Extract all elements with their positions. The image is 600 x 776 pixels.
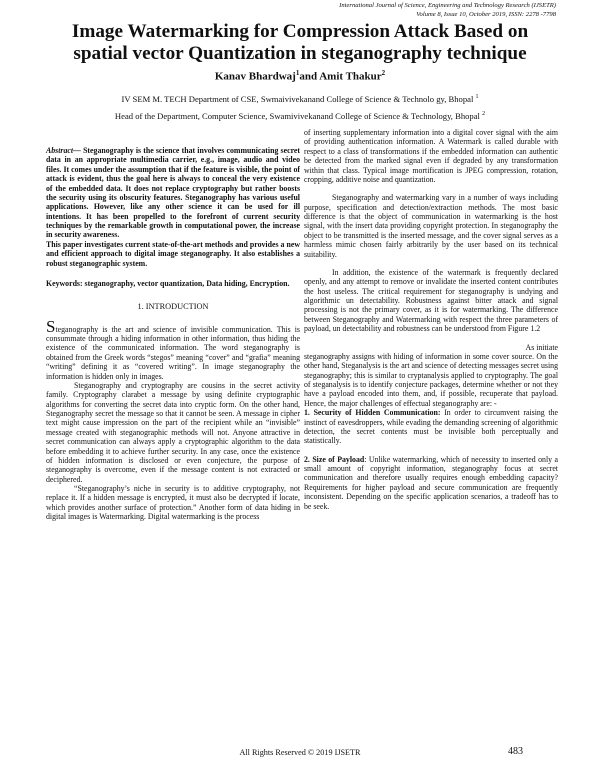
challenge-item-1-text: In order to circumvent raising the instinct of eavesdroppers, while evading the demanding screening of algorithmic detection, the secret contents must be invisible both perceptually and statistically. <box>304 408 558 446</box>
intro-paragraph-1-text: teganography is the art and science of invisible communication. This is consummate through a hiding information in other information, thus hiding the existence of the communicated information. The word steganography is obtained from the Greek words “stegos” meaning “cover” and “grafia” meaning “writing” defining it as “covered writing”. In image steganography the information is hidden only in images. <box>46 324 300 381</box>
right-paragraph-3: In addition, the existence of the watermark is frequently declared openly, and any attempt to remove or invalidate the inserted content contributes the host useless. The critical requirement for steganography is undying and algorithmic un detectability. Robustness against bitter attack and signal processing is not the primary cover, as it is for watermarking. The difference between Steganography and Watermarking with respect the three parameters of payload, un detectability and robustness can be understood from Figure 1.2 <box>304 267 558 334</box>
authors <box>20 66 580 84</box>
challenge-item-2-head: 2. Size of Payload <box>304 454 365 464</box>
intro-paragraph-2: Steganography and cryptography are cousins in the secret activity family. Cryptography clarabet a message by using definite cryptographic algorithms for converting the secret data into cryptic form. On the other hand, Steganography secret the message so that it cannot be seen. A message in cipher text might cause impression on the part of the recipient while an “invisible” message created with steganographic methods will not. Anyone attractive in secret communication can always apply a cryptographic algorithm to the data before embedding it to achieve further security. In any case, once the existence of hidden information is disclosed or even conjecture, the purpose of steganography is overcome, even if the message content is not extracted or deciphered. <box>46 380 300 484</box>
footer-copyright: All Rights Reserved © 2019 IJSETR <box>239 748 361 757</box>
section-heading-introduction: 1. INTRODUCTION <box>137 302 209 312</box>
affiliation-1-sup: 1 <box>475 94 479 100</box>
abstract-lead: Abstract— <box>46 146 81 155</box>
right-paragraph-2: Steganography and watermarking vary in a number of ways including purpose, specification and detection/extraction methods. The most basic difference is that the object of communication in watermarking is the host signal, with the insert data providing copyright protection. In steganography the object to be transmitted is the inserted message, and the cover signal serves as a harmless mimic chosen fairly arbitrarily by the user based on its technical suitability. <box>304 193 558 259</box>
abstract <box>46 146 300 240</box>
right-paragraph-4: steganography assigns with hiding of information in some cover source. On the other hand, Steganalysis is the art and science of detecting messages secret using steganography; this is similar to cryptanalysis applied to cryptography. The goal of steganalysis is to identify conjecture packages, determine whether or not they have a payload encoded into them, and, if possible, recuperate that payload. Hence, the major challenges of effectual steganography are: - <box>304 351 558 408</box>
affiliation-1-text: IV SEM M. TECH Department of CSE, Swmaivivekanand College of Science & Technolo gy, Bhopal <box>121 93 476 104</box>
author-2: and Amit Thakur <box>299 70 382 83</box>
affiliation-1 <box>20 92 580 105</box>
intro-paragraph-3: “Steganography’s niche in security is to additive cryptography, not replace it. If a hidden message is encrypted, it must also be decrypted if locate, which provides another surface of protection.” Another form of data hiding in digital images is Watermarking. Digital watermarking is the process <box>46 484 300 522</box>
keywords: Keywords: steganography, vector quantization, Data hiding, Encryption. <box>46 278 290 288</box>
affiliation-2-text: Head of the Department, Computer Science, Swamivivekanand College of Science & Technology, Bhopal <box>114 110 483 121</box>
author-1-sup: 1 <box>295 69 300 77</box>
author-1: Kanav Bhardwaj <box>214 70 296 83</box>
challenge-item-2 <box>304 455 558 511</box>
author-2-sup: 2 <box>381 69 386 77</box>
challenge-item-1-head: 1. Security of Hidden Communication: <box>304 408 441 418</box>
drop-cap: S <box>46 316 56 336</box>
title-line-1: Image Watermarking for Compression Attack Based on <box>71 21 529 42</box>
challenge-item-1 <box>304 408 558 446</box>
affiliation-2-sup: 2 <box>482 111 486 117</box>
intro-paragraph-1 <box>46 316 300 381</box>
right-paragraph-4-start: As initiate <box>525 342 558 352</box>
title-line-2: spatial vector Quantization in steganography technique <box>73 43 527 64</box>
page-number: 483 <box>508 746 523 757</box>
journal-volume: Volume 8, Issue 10, October 2019, ISSN: 2278 -7798 <box>416 10 556 18</box>
abstract-body: Steganography is the science that involves communicating secret data in an appropriate multimedia carrier, e.g., image, audio and video files. It comes under the assumption that if the feature is visible, the point of attack is evident, thus the goal here is always to conceal the very existence of the embedded data. It does not replace cryptography but rather boosts the security using its obscurity features. Steganography has various useful applications. However, like any other science it can be used for ill intentions. It has been propelled to the forefront of current security techniques by the remarkable growth in computational power, the increase in security awareness. <box>46 146 300 240</box>
paper-title <box>20 21 580 65</box>
abstract-paragraph-2: This paper investigates current state-of-the-art methods and provides a new and efficient approach to digital image steganography. It also establishes a robust steganographic system. <box>46 239 300 268</box>
affiliation-2 <box>20 109 580 122</box>
right-paragraph-1: of inserting supplementary information into a digital cover signal with the aim of providing authentication information. A Watermark is called durable with respect to a class of transformations if the embedded information can authentic be detected from the marked signal even if degraded by any transformation within that class. Typical image mortification is JPEG compression, rotation, cropping, additive noise and quantization. <box>304 128 558 184</box>
challenge-item-2-text: : Unlike watermarking, which of necessity to inserted only a small amount of copyright information, steganography focus at secret communication and therefore usually requires enough embedding capacity? Requirements for higher payload and secure communication are frequently inconsistent. Depending on the specific application scenarios, a tradeoff has to be seek. <box>304 454 558 511</box>
right-column <box>304 128 558 511</box>
left-column <box>46 146 300 522</box>
journal-name: International Journal of Science, Engineering and Technology Research (IJSETR) <box>339 2 556 9</box>
journal-header <box>136 2 556 19</box>
